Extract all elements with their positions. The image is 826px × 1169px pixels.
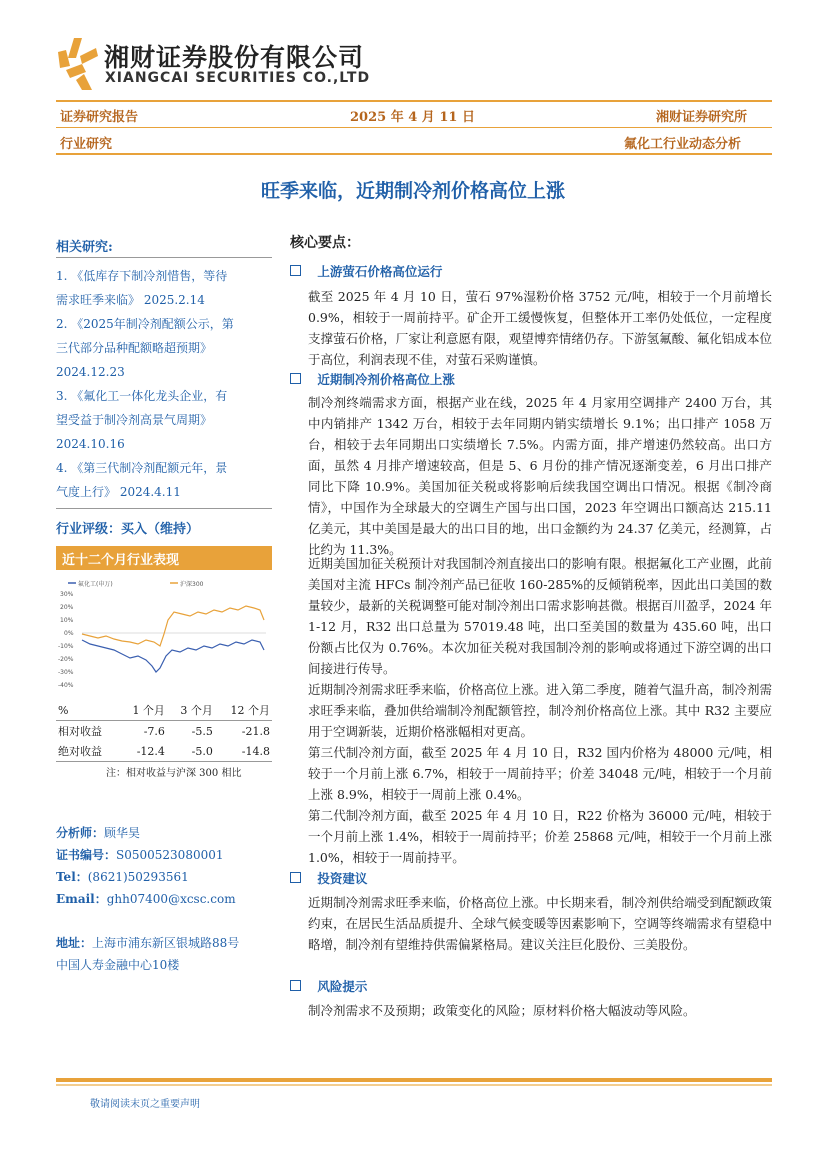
- series-hs300: [82, 606, 264, 646]
- header-rule-bottom: [56, 153, 772, 155]
- y-tick: -20%: [58, 656, 74, 663]
- section-heading: [290, 262, 442, 280]
- paragraph: 制冷剂终端需求方面，根据产业在线，2025 年 4 月家用空调排产 2400 万台，其中内销排产 1342 万台，相较于去年同期内销实绩增长 9.1%；出口排产 1058 万台，相较于去年同期出口实绩增长 7.5%。内需方面，排产增速仍然较高。出口方面，虽然 4 月排产增速较高，但是 5、6 月份的排产情况逐渐变差，6 月出口排产同比下降 10.9%。美国加征关税或将影响后续我国空调出口情况。根据《制冷商情》，中国作为全球最大的空调生产国与出口国，2023 年空调出口额高达 215.11 亿美元，其中美国是最大的出口目的地，出口金额约为 24.37 亿美元，经测算，占比约为 11.3%。: [308, 395, 772, 557]
- series-fluorochem: [82, 640, 264, 672]
- core-heading: 核心要点：: [290, 235, 360, 251]
- related-item-line[interactable]: 2. 《2025年制冷剂配额公示，第: [56, 317, 234, 331]
- analyst-label: 分析师：: [56, 826, 105, 840]
- table-cell: 相对收益: [58, 725, 102, 738]
- report-title: 旺季来临，近期制冷剂价格高位上涨: [260, 180, 565, 202]
- industry-rating: 行业评级：买入（维持）: [56, 522, 200, 537]
- address-block: [56, 932, 239, 976]
- table-cell: -7.6: [143, 724, 165, 738]
- y-tick: 30%: [60, 591, 74, 598]
- y-tick: -10%: [58, 643, 74, 650]
- y-tick: 10%: [60, 617, 74, 624]
- address-label: 地址：: [56, 936, 93, 950]
- legend-fluorochem: 氟化工(申万): [78, 581, 113, 588]
- table-cell: -21.8: [241, 724, 270, 738]
- legend-hs300: 沪深300: [180, 581, 204, 588]
- address-line: 中国人寿金融中心10楼: [56, 958, 180, 972]
- related-item-line[interactable]: 2024.12.23: [56, 365, 125, 379]
- y-tick: 20%: [60, 604, 74, 611]
- table-header: 3 个月: [167, 700, 215, 721]
- performance-table: [56, 700, 272, 762]
- table-row: [56, 721, 272, 742]
- tel-number: (8621)50293561: [87, 870, 189, 884]
- section-title: 投资建议: [317, 871, 368, 886]
- section-heading: [290, 869, 367, 887]
- checkbox-icon: [290, 872, 301, 883]
- performance-chart: [60, 576, 272, 692]
- table-header: 1 个月: [119, 700, 167, 721]
- related-item-line[interactable]: 3. 《氟化工一体化龙头企业，有: [56, 389, 228, 403]
- y-tick: -30%: [58, 669, 74, 676]
- related-item-line[interactable]: 4. 《第三代制冷剂配额元年，景: [56, 461, 228, 475]
- table-header: 12 个月: [215, 700, 272, 721]
- brand-name-en: XIANGCAI SECURITIES CO.,LTD: [105, 70, 371, 86]
- email-link[interactable]: ghh07400@xcsc.com: [106, 892, 236, 906]
- cert-number: S0500523080001: [116, 848, 224, 862]
- report-category: 行业研究: [60, 137, 113, 152]
- related-item-line[interactable]: 望受益于制冷剂高景气周期》: [56, 413, 213, 427]
- section-heading: [290, 370, 455, 388]
- section-title: 上游萤石价格高位运行: [317, 264, 443, 279]
- table-cell: -14.8: [215, 741, 272, 762]
- checkbox-icon: [290, 373, 301, 384]
- related-item-line[interactable]: 2024.10.16: [56, 437, 125, 451]
- institute-name: 湘财证券研究所: [656, 110, 748, 125]
- report-date: 2025 年 4 月 11 日: [350, 110, 475, 125]
- perf-note: 注：相对收益与沪深 300 相比: [106, 768, 242, 779]
- company-logo-icon: [52, 34, 106, 92]
- paragraph: 截至 2025 年 4 月 10 日，萤石 97%湿粉价格 3752 元/吨，相较于一个月前增长 0.9%，相较于一周前持平。矿企开工缓慢恢复，但整体开工率仍处低位，一定程度支撑萤石价格，厂家让利意愿有限，观望博弈情绪仍存。下游氢氟酸、氟化铝成本位于高位，利润表现不佳，对萤石采购谨慎。: [308, 289, 772, 367]
- email-label: Email：: [56, 892, 107, 906]
- paragraph: 近期美国加征关税预计对我国制冷剂直接出口的影响有限。根据氟化工产业圈，此前美国对主流 HFCs 制冷剂产品已征收 160-285%的反倾销税率，因此出口美国的数量较少，最新的关税调整可能对制冷剂出口需求影响甚微。根据百川盈孚，2024 年 1-12 月，R32 出口总量为 57019.48 吨，出口至美国的数量为 435.60 吨，出口份额占比仅为 0.76%。本次加征关税对我国制冷剂的影响或将通过下游空调的出口间接进行传导。: [308, 556, 772, 676]
- paragraph: 近期制冷剂需求旺季来临，价格高位上涨。进入第二季度，随着气温升高，制冷剂需求旺季来临，叠加供给端制冷剂配额管控，制冷剂价格高位上涨。其中 R32 主要应用于空调新装，近期价格涨幅相对更高。: [308, 682, 772, 739]
- related-item-line[interactable]: 三代部分品种配额略超预期》: [56, 341, 213, 355]
- doc-type: 证券研究报告: [60, 110, 139, 125]
- brand-name-cn: 湘财证券股份有限公司: [104, 43, 365, 72]
- analyst-name: 顾华昊: [104, 826, 141, 840]
- cert-label: 证书编号：: [56, 848, 117, 862]
- footer-disclaimer[interactable]: 敬请阅读末页之重要声明: [90, 1099, 200, 1110]
- table-cell: 绝对收益: [56, 741, 119, 762]
- table-cell: -5.5: [191, 724, 213, 738]
- paragraph: 近期制冷剂需求旺季来临，价格高位上涨。中长期来看，制冷剂供给端受到配额政策约束，在居民生活品质提升、全球气候变暖等因素影响下，空调等终端需求有望稳中略增，制冷剂有望维持供需偏紧格局。建议关注巨化股份、三美股份。: [308, 895, 772, 952]
- paragraph: 制冷剂需求不及预期；政策变化的风险；原材料价格大幅波动等风险。: [308, 1003, 696, 1018]
- footer-stripe: [56, 1078, 772, 1088]
- perf-title: 近十二个月行业表现: [62, 553, 180, 568]
- related-research-heading: 相关研究:: [56, 240, 113, 255]
- contact-block: [56, 822, 236, 910]
- tel-label: Tel：: [56, 870, 88, 884]
- y-tick: 0%: [64, 630, 74, 637]
- header-rule-top: [56, 100, 772, 102]
- section-heading: [290, 977, 367, 995]
- table-header: %: [56, 700, 119, 721]
- divider: [56, 508, 272, 509]
- section-title: 风险提示: [317, 979, 368, 994]
- address-line: 上海市浦东新区银城路88号: [92, 936, 240, 950]
- table-row: [56, 741, 272, 762]
- report-subcategory: 氟化工行业动态分析: [624, 137, 742, 152]
- checkbox-icon: [290, 980, 301, 991]
- related-item-line[interactable]: 需求旺季来临》 2025.2.14: [56, 293, 205, 307]
- checkbox-icon: [290, 265, 301, 276]
- paragraph: 第三代制冷剂方面，截至 2025 年 4 月 10 日，R32 国内价格为 48000 元/吨，相较于一个月前上涨 6.7%，相较于一周前持平；价差 34048 元/吨，相较于一个月前上涨 8.9%，相较于一周前上涨 0.4%。: [308, 745, 772, 802]
- section-title: 近期制冷剂价格高位上涨: [317, 372, 455, 387]
- related-research-list: [56, 264, 272, 504]
- paragraph: 第二代制冷剂方面，截至 2025 年 4 月 10 日，R22 价格为 36000 元/吨，相较于一个月前上涨 1.4%，相较于一周前持平；价差 25868 元/吨，相较于一个月前上涨 1.0%，相较于一周前持平。: [308, 808, 772, 865]
- table-cell: -5.0: [167, 741, 215, 762]
- related-item-line[interactable]: 1. 《低库存下制冷剂惜售，等待: [56, 269, 228, 283]
- y-tick: -40%: [58, 682, 74, 689]
- header-rule-mid: [56, 127, 772, 128]
- table-cell: -12.4: [119, 741, 167, 762]
- divider: [56, 257, 272, 258]
- related-item-line[interactable]: 气度上行》 2024.4.11: [56, 485, 181, 499]
